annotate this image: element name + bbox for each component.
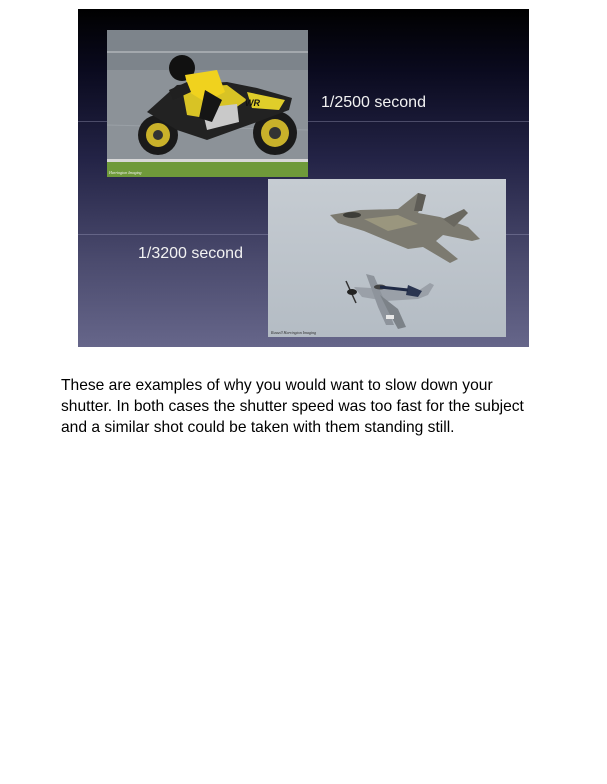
presentation-slide bbox=[78, 9, 529, 347]
aircraft-photo bbox=[268, 179, 506, 337]
caption-1-3200-second: 1/3200 second bbox=[138, 245, 243, 262]
bike-number: WR bbox=[245, 98, 260, 108]
notes-paragraph: These are examples of why you would want to slow down your shutter. In both cases the shutter speed was too fast for the subject and a similar shot could be taken with them standing still. bbox=[61, 377, 524, 436]
caption-1-2500-second: 1/2500 second bbox=[321, 94, 426, 111]
motorcycle-image bbox=[107, 30, 308, 177]
aircraft-image bbox=[268, 179, 506, 337]
aircraft-watermark: Russell Harrington Imaging bbox=[271, 330, 317, 335]
motorcycle-watermark: Harrington Imaging bbox=[109, 170, 142, 175]
motorcycle-photo bbox=[107, 30, 308, 177]
